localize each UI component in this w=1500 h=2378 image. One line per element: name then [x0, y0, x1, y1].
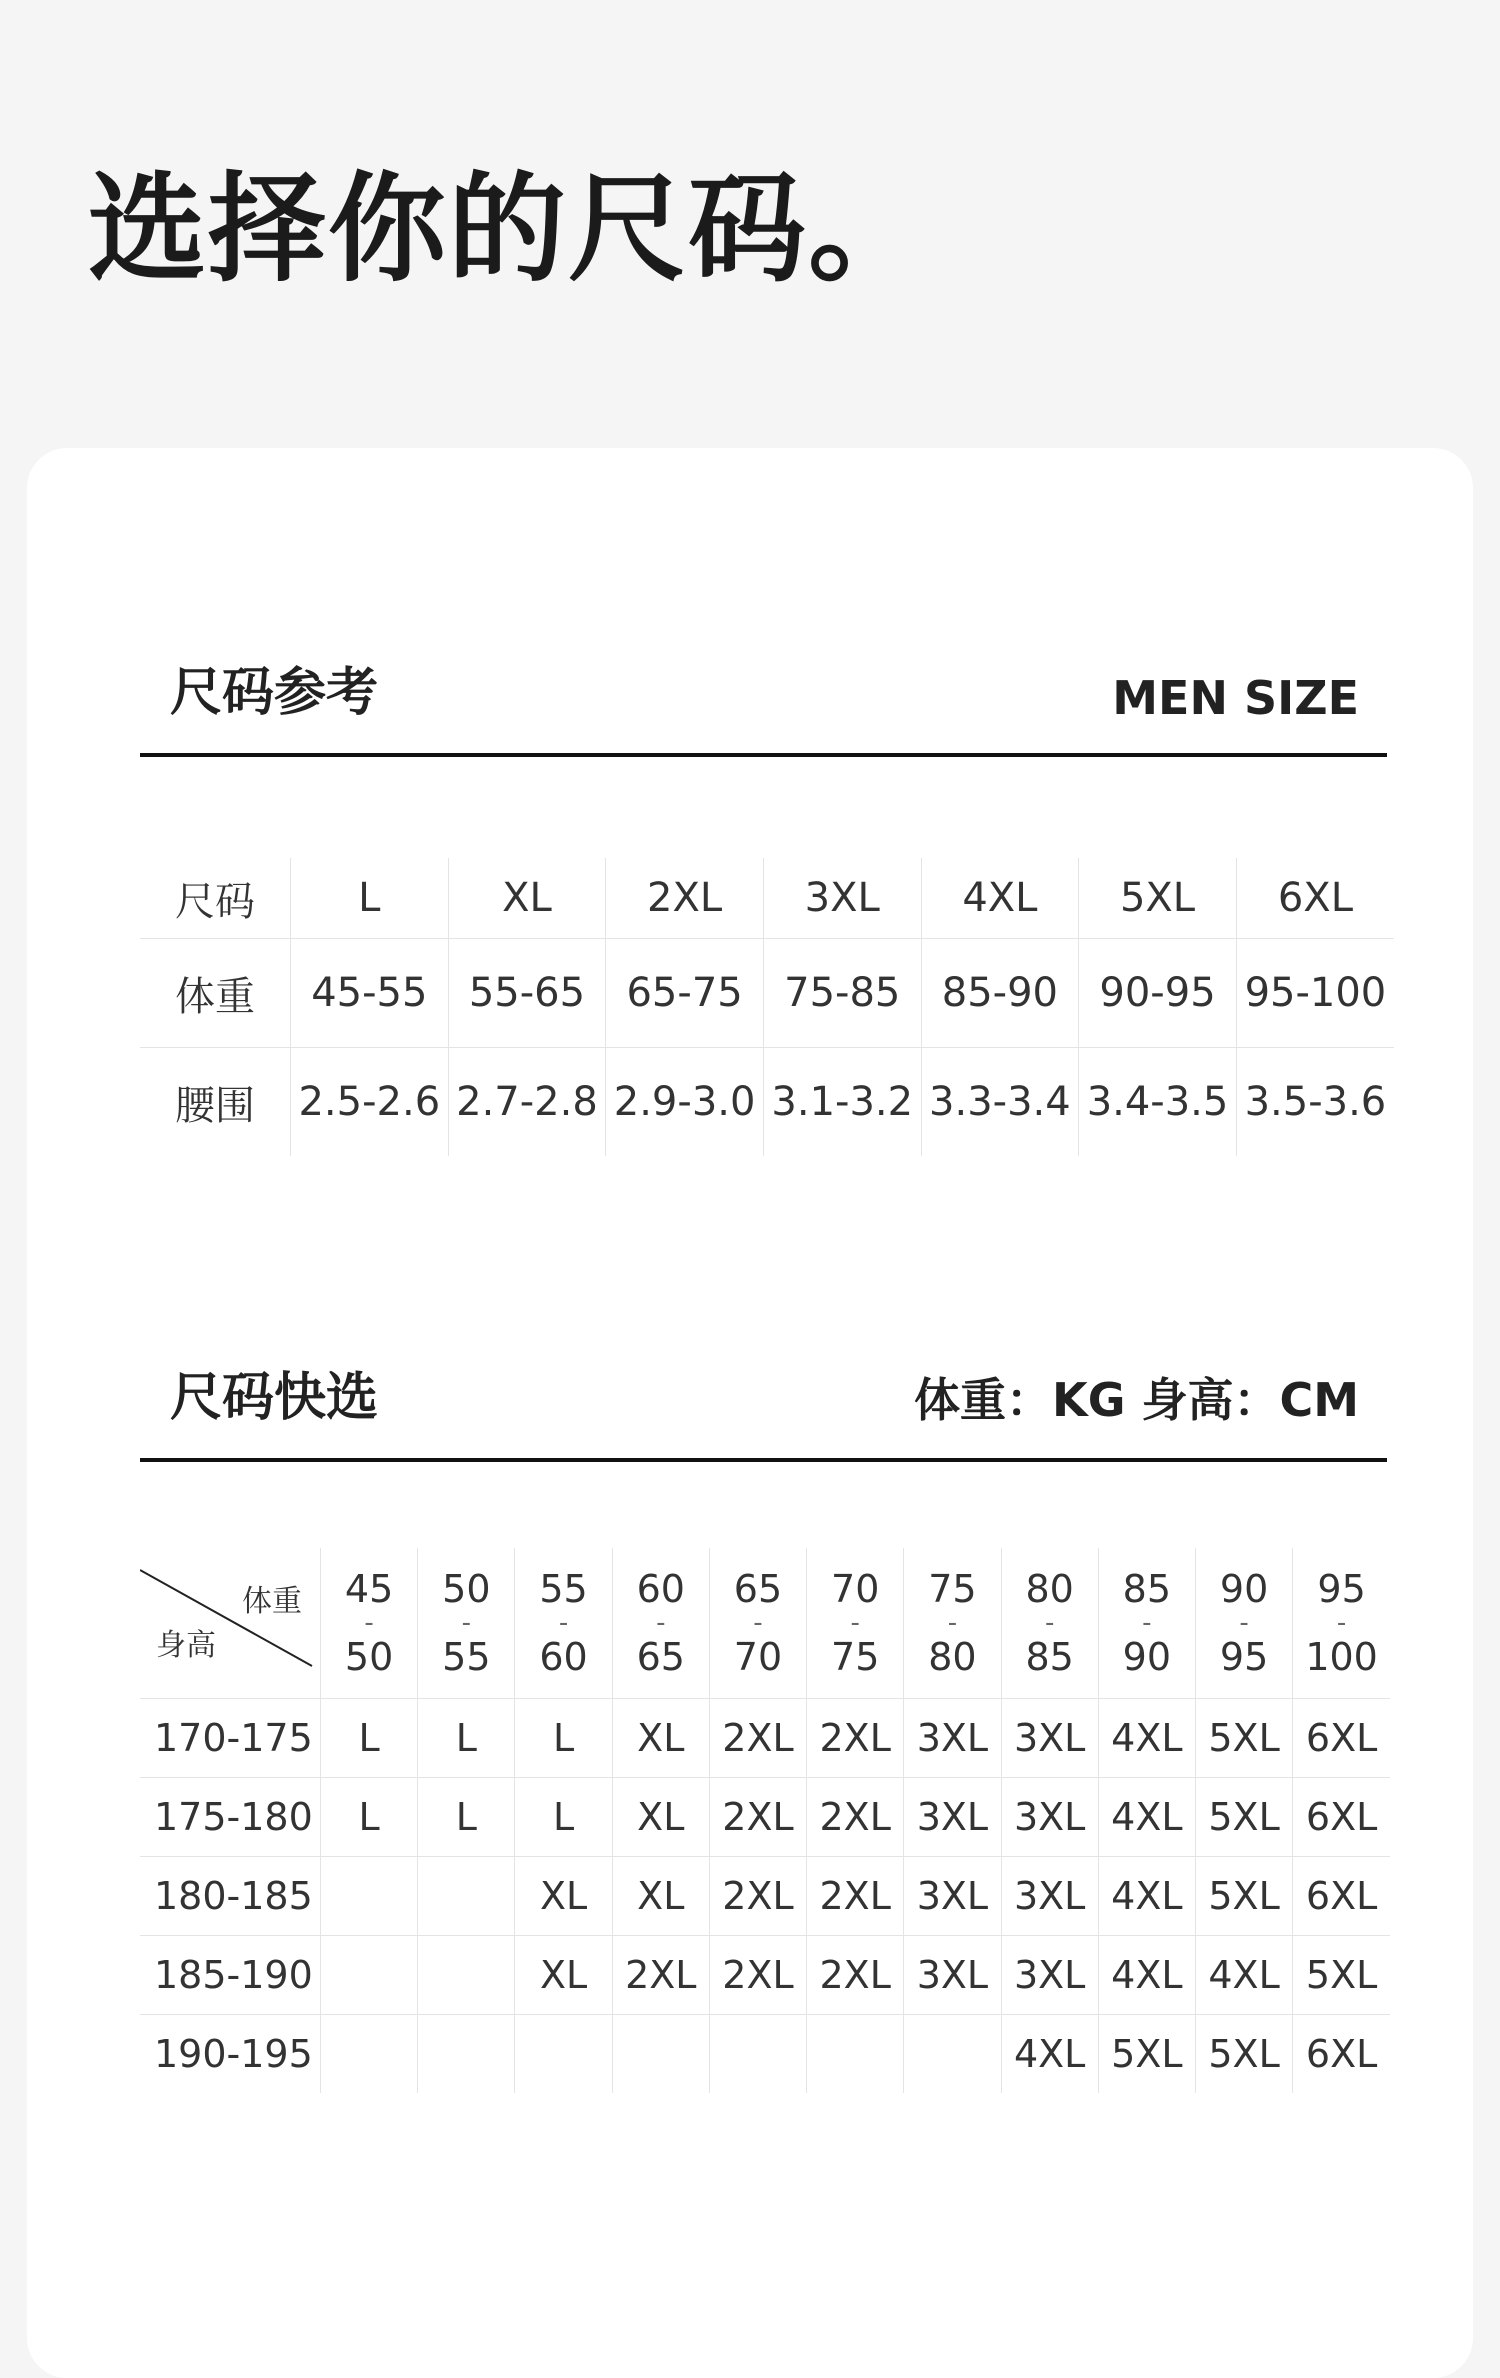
quick-header	[140, 1358, 1387, 1462]
weight-range-sep: -	[364, 1608, 374, 1638]
reference-subtitle: MEN SIZE	[1112, 671, 1359, 725]
size-cell: 2XL	[709, 1857, 806, 1936]
reference-cell: 2.5-2.6	[291, 1048, 449, 1157]
reference-cell: 45-55	[291, 939, 449, 1048]
size-cell: 6XL	[1293, 2015, 1390, 2094]
weight-range-to: 70	[733, 1635, 783, 1679]
corner-cell	[140, 1548, 321, 1699]
weight-range-to: 50	[344, 1635, 394, 1679]
size-cell: XL	[515, 1857, 612, 1936]
size-cell: 5XL	[1195, 1699, 1292, 1778]
size-cell: L	[515, 1778, 612, 1857]
reference-cell: 4XL	[921, 858, 1079, 939]
size-cell: 5XL	[1195, 1778, 1292, 1857]
page-title: 选择你的尺码。	[88, 160, 929, 298]
size-cell: 6XL	[1293, 1857, 1390, 1936]
size-cell: 5XL	[1293, 1936, 1390, 2015]
reference-cell: 3.4-3.5	[1079, 1048, 1237, 1157]
quick-row	[140, 1778, 1390, 1857]
quick-row	[140, 1936, 1390, 2015]
weight-range-from: 50	[442, 1567, 491, 1611]
size-cell: 4XL	[1098, 1778, 1195, 1857]
weight-range-sep: -	[1142, 1608, 1152, 1638]
reference-header	[140, 653, 1387, 757]
size-cell: L	[418, 1778, 515, 1857]
size-cell: 6XL	[1293, 1699, 1390, 1778]
size-cell: 2XL	[807, 1699, 904, 1778]
weight-range-from: 45	[344, 1567, 394, 1611]
size-cell: L	[321, 1778, 418, 1857]
weight-range-header	[418, 1548, 515, 1699]
size-cell: XL	[612, 1857, 709, 1936]
size-cell	[321, 2015, 418, 2094]
size-reference-table	[140, 858, 1394, 1156]
weight-range-header	[515, 1548, 612, 1699]
weight-range-to: 55	[442, 1635, 491, 1679]
size-cell: 4XL	[1195, 1936, 1292, 2015]
height-range-label: 170-175	[140, 1699, 321, 1778]
height-range-label: 185-190	[140, 1936, 321, 2015]
reference-row	[140, 858, 1394, 939]
size-cell: 3XL	[1001, 1778, 1098, 1857]
quick-subtitle: 体重：KG 身高：CM	[914, 1373, 1359, 1427]
size-cell: 3XL	[1001, 1857, 1098, 1936]
reference-cell: 85-90	[921, 939, 1079, 1048]
weight-range-to: 95	[1219, 1635, 1269, 1679]
size-cell: 3XL	[904, 1936, 1001, 2015]
reference-row	[140, 1048, 1394, 1157]
reference-cell: 3.5-3.6	[1236, 1048, 1394, 1157]
weight-range-to: 75	[831, 1635, 880, 1679]
weight-range-header	[1098, 1548, 1195, 1699]
size-cell: 4XL	[1098, 1936, 1195, 2015]
size-cell: XL	[612, 1699, 709, 1778]
row-label: 腰围	[140, 1048, 291, 1157]
weight-range-to: 60	[539, 1635, 588, 1679]
weight-range-from: 95	[1317, 1567, 1366, 1611]
size-cell	[418, 2015, 515, 2094]
size-cell: L	[418, 1699, 515, 1778]
size-cell	[612, 2015, 709, 2094]
size-cell: 2XL	[709, 1936, 806, 2015]
size-cell: 2XL	[709, 1699, 806, 1778]
weight-range-header	[321, 1548, 418, 1699]
weight-range-sep: -	[850, 1608, 860, 1638]
reference-row	[140, 939, 1394, 1048]
size-cell: 3XL	[904, 1699, 1001, 1778]
reference-cell: 2XL	[606, 858, 764, 939]
quick-row	[140, 2015, 1390, 2094]
row-label: 尺码	[175, 878, 255, 925]
size-cell	[321, 1857, 418, 1936]
weight-range-sep: -	[1336, 1608, 1347, 1638]
weight-range-to: 80	[928, 1635, 977, 1679]
size-cell: 4XL	[1001, 2015, 1098, 2094]
weight-range-from: 60	[636, 1567, 685, 1611]
row-label: 体重	[140, 939, 291, 1048]
size-cell: 4XL	[1098, 1857, 1195, 1936]
size-cell: 6XL	[1293, 1778, 1390, 1857]
size-cell: 3XL	[904, 1857, 1001, 1936]
reference-cell: 95-100	[1236, 939, 1394, 1048]
size-cell: XL	[515, 1936, 612, 2015]
size-cell: 5XL	[1195, 2015, 1292, 2094]
size-cell: 3XL	[1001, 1699, 1098, 1778]
quick-row	[140, 1699, 1390, 1778]
size-cell: 2XL	[612, 1936, 709, 2015]
reference-cell: XL	[448, 858, 606, 939]
size-quick-table	[140, 1548, 1390, 2093]
size-cell	[904, 2015, 1001, 2094]
weight-range-from: 65	[733, 1567, 783, 1611]
size-cell: 5XL	[1195, 1857, 1292, 1936]
size-cell: 2XL	[807, 1857, 904, 1936]
weight-range-sep: -	[947, 1608, 958, 1638]
height-range-label: 190-195	[140, 2015, 321, 2094]
reference-cell: 6XL	[1236, 858, 1394, 939]
reference-cell: 3.1-3.2	[763, 1048, 921, 1157]
size-cell: L	[515, 1699, 612, 1778]
height-range-label: 175-180	[140, 1778, 321, 1857]
size-cell: 4XL	[1098, 1699, 1195, 1778]
size-cell: 2XL	[807, 1778, 904, 1857]
corner-weight-label: 体重	[242, 1584, 302, 1619]
reference-cell: 75-85	[763, 939, 921, 1048]
size-cell: 3XL	[1001, 1936, 1098, 2015]
reference-cell: 3.3-3.4	[921, 1048, 1079, 1157]
reference-cell: L	[291, 858, 449, 939]
weight-range-from: 55	[539, 1567, 588, 1611]
size-cell: XL	[612, 1778, 709, 1857]
weight-range-to: 85	[1025, 1635, 1074, 1679]
weight-range-sep: -	[558, 1608, 569, 1638]
weight-range-from: 70	[831, 1567, 880, 1611]
weight-range-header	[1001, 1548, 1098, 1699]
weight-range-header	[1195, 1548, 1292, 1699]
size-cell	[321, 1936, 418, 2015]
reference-cell: 65-75	[606, 939, 764, 1048]
weight-range-sep: -	[1239, 1608, 1249, 1638]
weight-range-sep: -	[753, 1608, 763, 1638]
reference-cell: 5XL	[1079, 858, 1237, 939]
weight-range-to: 90	[1122, 1635, 1172, 1679]
quick-row	[140, 1857, 1390, 1936]
weight-range-from: 90	[1219, 1567, 1269, 1611]
size-cell	[515, 2015, 612, 2094]
size-cell: L	[321, 1699, 418, 1778]
size-cell: 2XL	[709, 1778, 806, 1857]
size-cell: 3XL	[904, 1778, 1001, 1857]
height-range-label: 180-185	[140, 1857, 321, 1936]
weight-range-to: 65	[636, 1635, 685, 1679]
weight-range-from: 85	[1122, 1567, 1172, 1611]
weight-range-header	[709, 1548, 806, 1699]
weight-range-sep: -	[1044, 1608, 1055, 1638]
weight-range-from: 80	[1025, 1567, 1074, 1611]
size-cell	[418, 1857, 515, 1936]
weight-range-header	[807, 1548, 904, 1699]
reference-cell: 55-65	[448, 939, 606, 1048]
weight-range-header	[904, 1548, 1001, 1699]
size-cell: 5XL	[1098, 2015, 1195, 2094]
reference-cell: 3XL	[763, 858, 921, 939]
size-cell	[709, 2015, 806, 2094]
size-cell: 2XL	[807, 1936, 904, 2015]
size-cell	[418, 1936, 515, 2015]
quick-title: 尺码快选	[170, 1368, 379, 1428]
size-card	[27, 448, 1473, 2378]
reference-title: 尺码参考	[170, 663, 379, 723]
weight-range-sep: -	[461, 1608, 472, 1638]
weight-range-header	[612, 1548, 709, 1699]
reference-cell: 2.9-3.0	[606, 1048, 764, 1157]
reference-cell: 2.7-2.8	[448, 1048, 606, 1157]
corner-height-label: 身高	[156, 1628, 216, 1663]
quick-header-row	[140, 1548, 1390, 1699]
weight-range-sep: -	[656, 1608, 666, 1638]
reference-cell: 90-95	[1079, 939, 1237, 1048]
weight-range-from: 75	[928, 1567, 977, 1611]
weight-range-to: 100	[1305, 1635, 1378, 1679]
size-cell	[807, 2015, 904, 2094]
weight-range-header	[1293, 1548, 1390, 1699]
